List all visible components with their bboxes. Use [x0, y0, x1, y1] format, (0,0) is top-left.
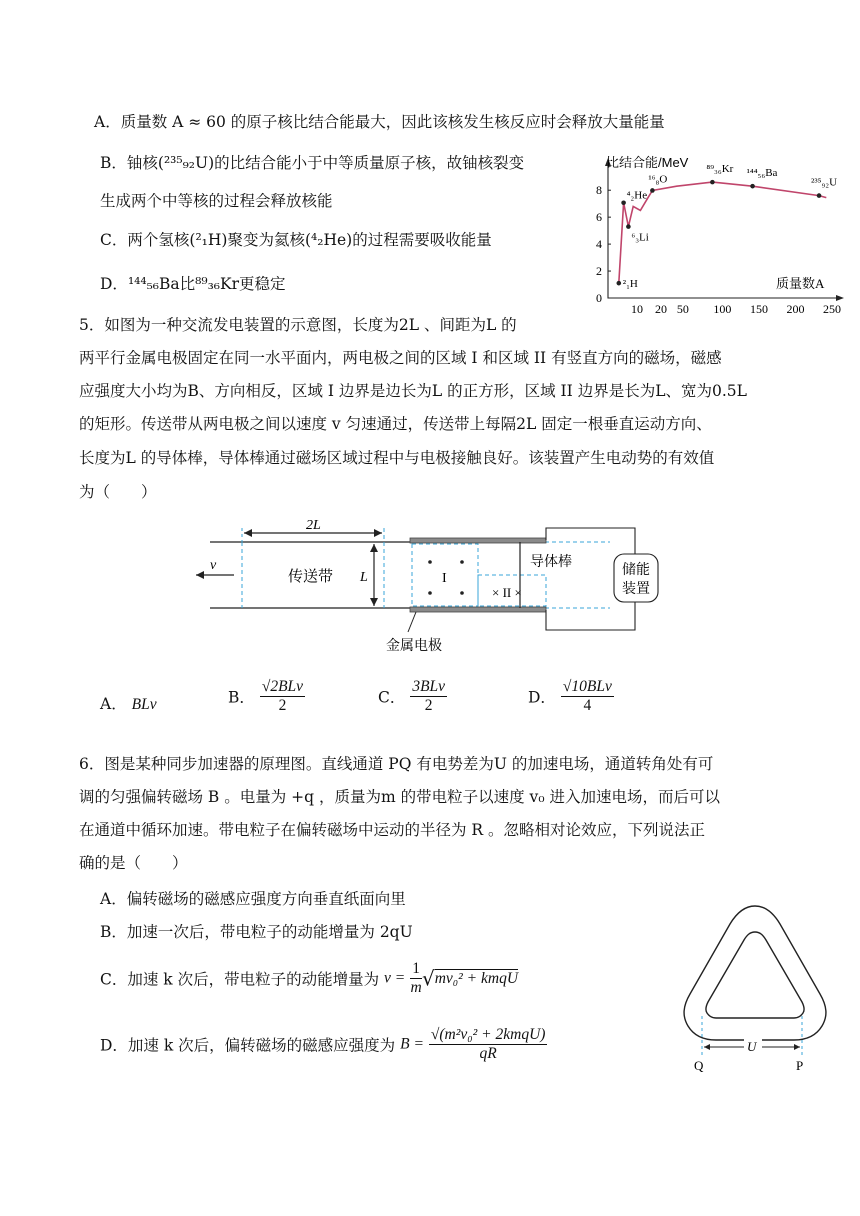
q5-stem-line6: 为（ ）: [79, 483, 157, 501]
q4-option-d-nuclide1: ¹⁴⁴₅₆Ba: [127, 275, 180, 293]
chart-x-tick-label: 20: [655, 302, 667, 316]
q6-option-d-text: D．加速 k 次后，偏转磁场的磁感应强度为: [100, 1036, 396, 1055]
q4-option-d-label: D．: [100, 275, 128, 293]
chart-point: [817, 193, 822, 198]
generator-diagram: [190, 518, 660, 660]
inner-channel: [706, 932, 804, 1018]
synchrotron-diagram: [670, 898, 840, 1078]
label-v: v: [210, 558, 217, 573]
q5-stem-line1: 5．如图为一种交流发电装置的示意图，长度为2L 、间距为L 的: [79, 316, 517, 334]
q5-option-d-num: √10BLv: [562, 678, 612, 695]
q4-option-d-nuclide2: ⁸⁹₃₆Kr: [195, 275, 239, 293]
q6-option-c: C．加速 k 次后，带电粒子的动能增量为 v = $\frac{1}{m}$ √mv₀² + kmqU: [100, 960, 519, 996]
q5-option-d-label: D．: [528, 688, 556, 707]
q5-stem-line4: 的矩形。传送带从两电极之间以速度 v 匀速通过，传送带上每隔2L 固定一根垂直运动方向、: [79, 415, 712, 433]
chart-point: [650, 188, 655, 193]
chart-point-label: ¹⁴⁴₅₆Ba: [746, 167, 778, 180]
chart-ylabel: 比结合能/MeV: [606, 155, 689, 170]
q5-option-b-num: √2BLv: [261, 678, 304, 695]
q4-option-c: C．两个氢核(²₁H)聚变为氦核(⁴₂He)的过程需要吸收能量: [100, 231, 492, 249]
q5-option-c-den: 2: [424, 697, 433, 714]
chart-y-tick-label: 0: [596, 291, 602, 305]
chart-x-tick-label: 100: [713, 302, 732, 316]
q5-option-a-value: BLv: [131, 696, 157, 713]
wire-top: [546, 528, 635, 554]
chart-x-tick-label: 50: [676, 302, 689, 316]
q4-option-c-nuclide2: ⁴₂He: [311, 231, 347, 249]
q5-option-d: [528, 678, 614, 715]
chart-x-arrow: [836, 295, 844, 301]
chart-x-tick-label: 150: [749, 302, 768, 316]
q6-stem-line1: 6．图是某种同步加速器的原理图。直线通道 PQ 有电势差为U 的加速电场，通道转角处有可: [79, 755, 714, 773]
q5-stem-line2: 两平行金属电极固定在同一水平面内，两电极之间的区域 I 和区域 II 有竖直方向的磁场，磁感: [79, 349, 722, 367]
q4-option-c-nuclide1: ²₁H: [195, 231, 222, 249]
q4-option-b-nuclide: ²³⁵₉₂U: [163, 154, 209, 172]
q6-option-d: [100, 1026, 547, 1063]
q4-option-d-text: 比: [179, 275, 196, 293]
q5-option-c-label: C．: [378, 688, 406, 707]
chart-point: [710, 180, 715, 185]
q4-option-b: B．铀核(²³⁵₉₂U)的比结合能小于中等质量原子核，故铀核裂变: [100, 154, 525, 172]
chart-point-label: ¹⁶₈O: [648, 173, 668, 186]
q6-option-a: A．偏转磁场的磁感应强度方向垂直纸面向里: [100, 890, 406, 908]
q6-option-d-den: qR: [479, 1045, 497, 1062]
q6-option-c-num: 1: [412, 960, 420, 977]
q5-stem-line3: 应强度大小均为B、方向相反，区域 I 边界是边长为L 的正方形，区域 II 边界是长为L、宽为0.5L: [79, 382, 747, 400]
chart-y-tick-label: 8: [596, 183, 602, 198]
chart-point-label: ⁴₂He: [626, 189, 648, 202]
chart-point: [621, 200, 626, 205]
q4-option-b-text: B．铀核: [100, 154, 158, 172]
q6-option-b: B．加速一次后，带电粒子的动能增量为 2qU: [100, 923, 413, 941]
q6-stem-line2: 调的匀强偏转磁场 B 。电量为 +q ，质量为m 的带电粒子以速度 v₀ 进入加速电场，而后可以: [79, 788, 720, 806]
label-rod: 导体棒: [530, 553, 572, 569]
chart-points: [617, 163, 838, 290]
q6-stem-line3: 在通道中循环加速。带电粒子在偏转磁场中运动的半径为 R 。忽略相对论效应，下列说法正: [79, 821, 706, 839]
q5-stem-line5: 长度为L 的导体棒，导体棒通过磁场区域过程中与电极接触良好。该装置产生电动势的有效值: [79, 449, 715, 467]
label-u: U: [747, 1039, 757, 1054]
q4-option-b-cont: 生成两个中等核的过程会释放核能: [100, 192, 333, 210]
q5-option-b: [228, 678, 305, 715]
label-storage-2: 装置: [622, 580, 650, 596]
label-region-1: I: [442, 571, 447, 586]
chart-point-label: ²³⁵₉₂U: [811, 176, 838, 189]
q4-option-b-text2: 的比结合能小于中等质量原子核，故铀核裂变: [214, 154, 525, 172]
wire-bottom: [546, 602, 635, 630]
q4-option-c-text2: 聚变为氦核: [227, 231, 305, 249]
q5-option-c-num: 3BLv: [412, 678, 446, 695]
chart-ticks: [596, 183, 841, 316]
q4-option-d-text2: 更稳定: [239, 275, 286, 293]
q4-option-c-text: C．两个氢核: [100, 231, 190, 249]
q5-option-b-label: B．: [228, 688, 255, 707]
outer-channel: [684, 906, 826, 1040]
q6-stem-line4: 确的是（ ）: [79, 854, 188, 872]
q5-option-b-den: 2: [278, 697, 287, 714]
label-q: Q: [694, 1058, 704, 1073]
label-region-2: × II ×: [492, 585, 522, 600]
q6-option-c-radicand: mv₀² + kmqU: [434, 969, 519, 987]
q5-option-d-den: 4: [583, 697, 592, 714]
label-l: L: [360, 570, 368, 585]
chart-point-label: ²₁H: [622, 278, 638, 291]
q5-option-a-label: A．: [100, 695, 127, 713]
q4-option-d: [100, 272, 286, 296]
label-belt: 传送带: [288, 568, 334, 585]
q4-option-c-text3: 的过程需要吸收能量: [352, 231, 492, 249]
chart-y-tick-label: 4: [596, 237, 602, 252]
electrode-bottom: [410, 607, 546, 612]
q4-option-a: A．质量数 A ≈ 60 的原子核比结合能最大，因此该核发生核反应时会释放大量能量: [94, 113, 665, 131]
q5-option-a: [100, 692, 157, 714]
q6-option-d-num: √(m²v₀² + 2kmqU): [430, 1026, 546, 1043]
chart-y-tick-label: 2: [596, 264, 602, 279]
chart-x-tick-label: 200: [786, 302, 805, 316]
chart-point-label: ⁶₃Li: [631, 231, 649, 244]
chart-point: [617, 281, 622, 286]
label-2l: 2L: [306, 518, 321, 533]
q6-option-c-den: m: [410, 979, 422, 996]
q5-option-c: [378, 678, 447, 715]
label-p: P: [796, 1058, 804, 1073]
chart-point: [626, 224, 631, 229]
q6-option-c-lhs: v =: [384, 969, 406, 987]
chart-x-tick-label: 250: [823, 302, 841, 316]
label-electrode: 金属电极: [386, 637, 442, 653]
electrode-top: [410, 538, 546, 543]
q6-option-c-text: C．加速 k 次后，带电粒子的动能增量为: [100, 970, 380, 989]
chart-y-tick-label: 6: [596, 210, 602, 225]
chart-point: [750, 184, 755, 189]
chart-x-tick-label: 10: [631, 302, 643, 316]
label-storage-1: 储能: [622, 561, 650, 577]
binding-energy-chart: [588, 148, 850, 318]
chart-xlabel: 质量数A: [776, 276, 825, 291]
chart-curve: [619, 182, 827, 283]
q6-option-d-lhs: B =: [400, 1035, 424, 1053]
chart-point-label: ⁸⁹₃₆Kr: [706, 163, 734, 176]
